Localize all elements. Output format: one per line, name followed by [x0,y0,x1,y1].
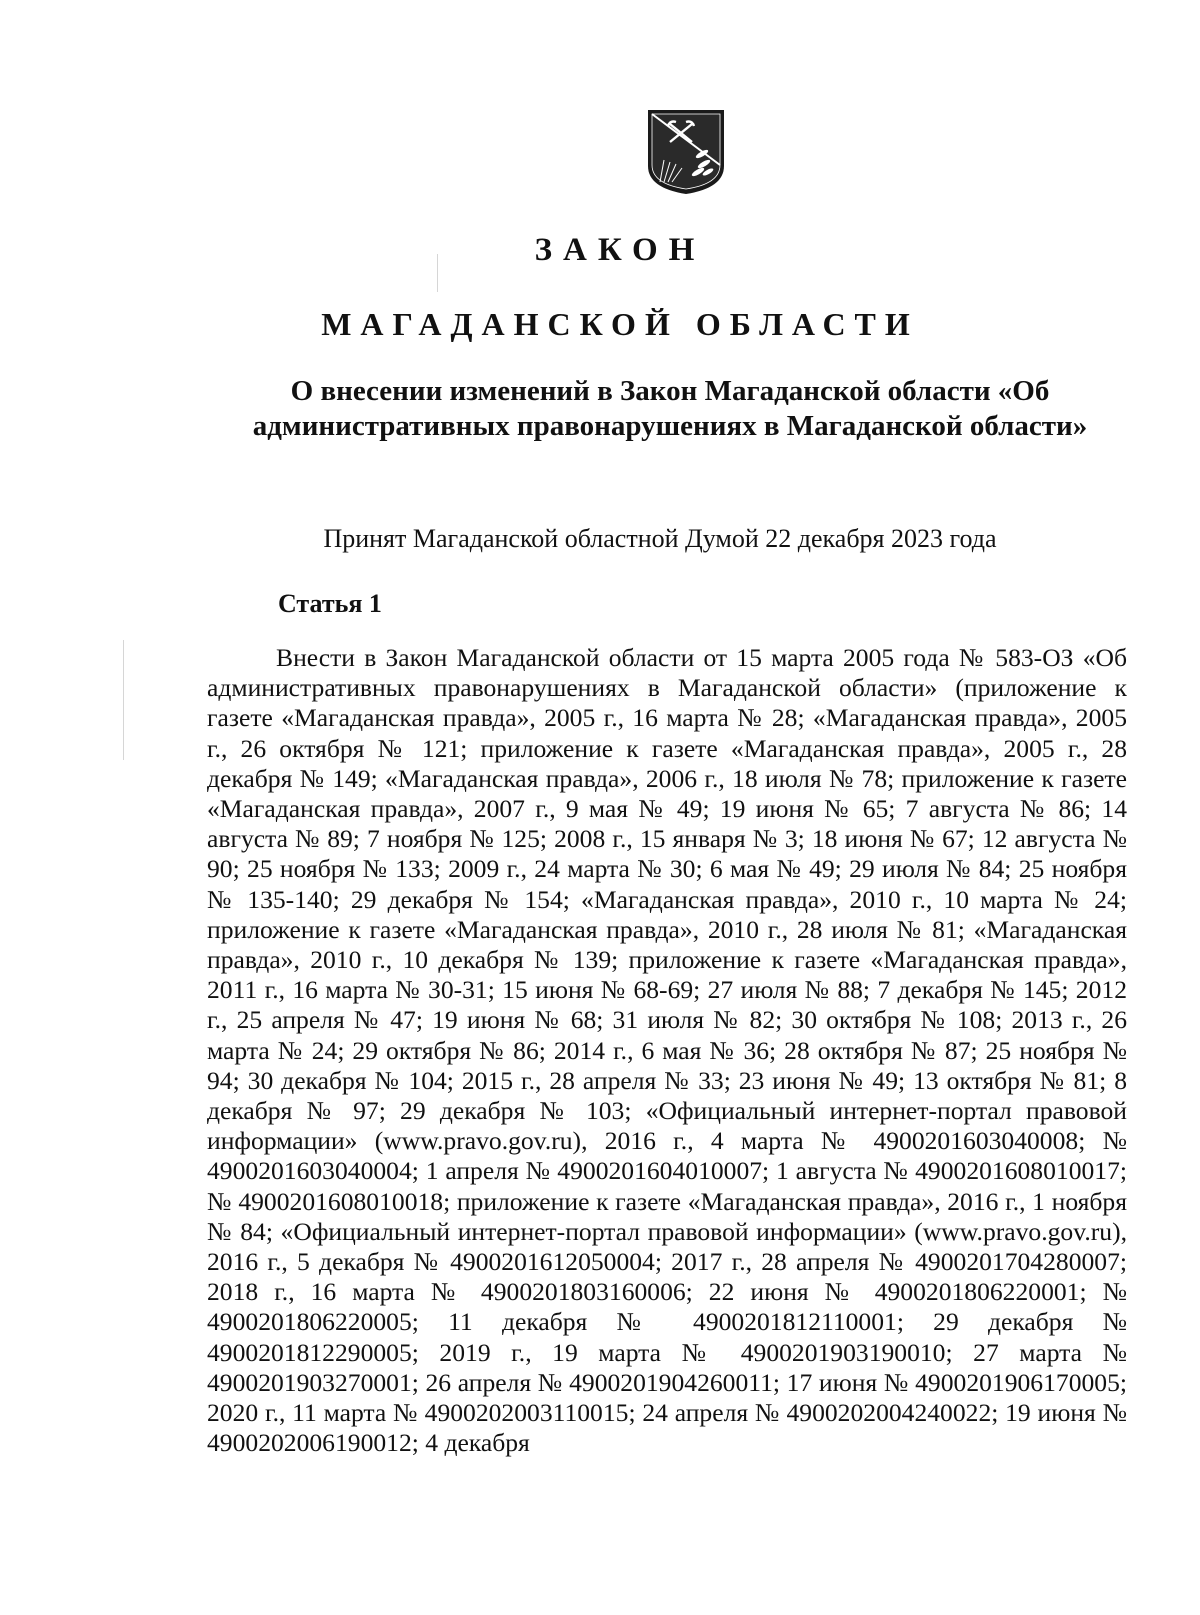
article-heading: Статья 1 [278,589,382,618]
region-title: МАГАДАНСКОЙ ОБЛАСТИ [321,306,919,342]
scan-artifact-line [123,640,124,760]
scan-artifact-line [437,254,438,292]
law-subtitle: О внесении изменений в Закон Магаданской области «Об административных правонарушениях в Магаданской области» [252,375,1088,442]
adoption-line: Принят Магаданской областной Думой 22 декабря 2023 года [323,524,997,553]
law-title: ЗАКОН [534,232,706,268]
coat-of-arms-graphic [646,108,726,196]
article-body: Внести в Закон Магаданской области от 15 марта 2005 года № 583-ОЗ «Об административных правонарушениях в Магаданской области» (приложение к газете «Магаданская правда», 2005 г., 16 марта № 28; «Магаданская правда», 2005 г., 26 октября № 121; приложение к газете «Магаданская правда», 2005 г., 28 декабря № 149; «Магаданская правда», 2006 г., 18 июля № 78; приложение к газете «Магаданская правда», 2007 г., 9 мая № 49; 19 июня № 65; 7 августа № 86; 14 августа № 89; 7 ноября № 125; 2008 г., 15 января № 3; 18 июня № 67; 12 августа № 90; 25 ноября № 133; 2009 г., 24 марта № 30; 6 мая № 49; 29 июля № 84; 25 ноября № 135-140; 29 декабря № 154; «Магаданская правда», 2010 г., 10 марта № 24; приложение к газете «Магаданская правда», 2010 г., 28 июля № 81; «Магаданская правда», 2010 г., 10 декабря № 139; приложение к газете «Магаданская правда», 2011 г., 16 марта № 30-31; 15 июня № 68-69; 27 июля № 88; 7 декабря № 145; 2012 г., 25 апреля № 47; 19 июня № 68; 31 июля № 82; 30 октября № 108; 2013 г., 26 марта № 24; 29 октября № 86; 2014 г., 6 мая № 36; 28 октября № 87; 25 ноября № 94; 30 декабря № 104; 2015 г., 28 апреля № 33; 23 июня № 49; 13 октября № 81; 8 декабря № 97; 29 декабря № 103; «Официальный интернет-портал правовой информации» (www.pravo.gov.ru), 2016 г., 4 марта № 4900201603040008; № 4900201603040004; 1 апреля № 4900201604010007; 1 августа № 4900201608010017; № 4900201608010018; приложение к газете «Магаданская правда», 2016 г., 1 ноября № 84; «Официальный интернет-портал правовой информации» (www.pravo.gov.ru), 2016 г., 5 декабря № 4900201612050004; 2017 г., 28 апреля № 4900201704280007; 2018 г., 16 марта № 4900201803160006; 22 июня № 4900201806220001; № 4900201806220005; 11 декабря № 4900201812110001; 29 декабря № 4900201812290005; 2019 г., 19 марта № 4900201903190010; 27 марта № 4900201903270001; 26 апреля № 4900201904260011; 17 июня № 4900201906170005; 2020 г., 11 марта № 4900202003110015; 24 апреля № 4900202004240022; 19 июня № 4900202006190012; 4 декабря [207,643,1127,1458]
coat-of-arms-icon [646,108,726,196]
